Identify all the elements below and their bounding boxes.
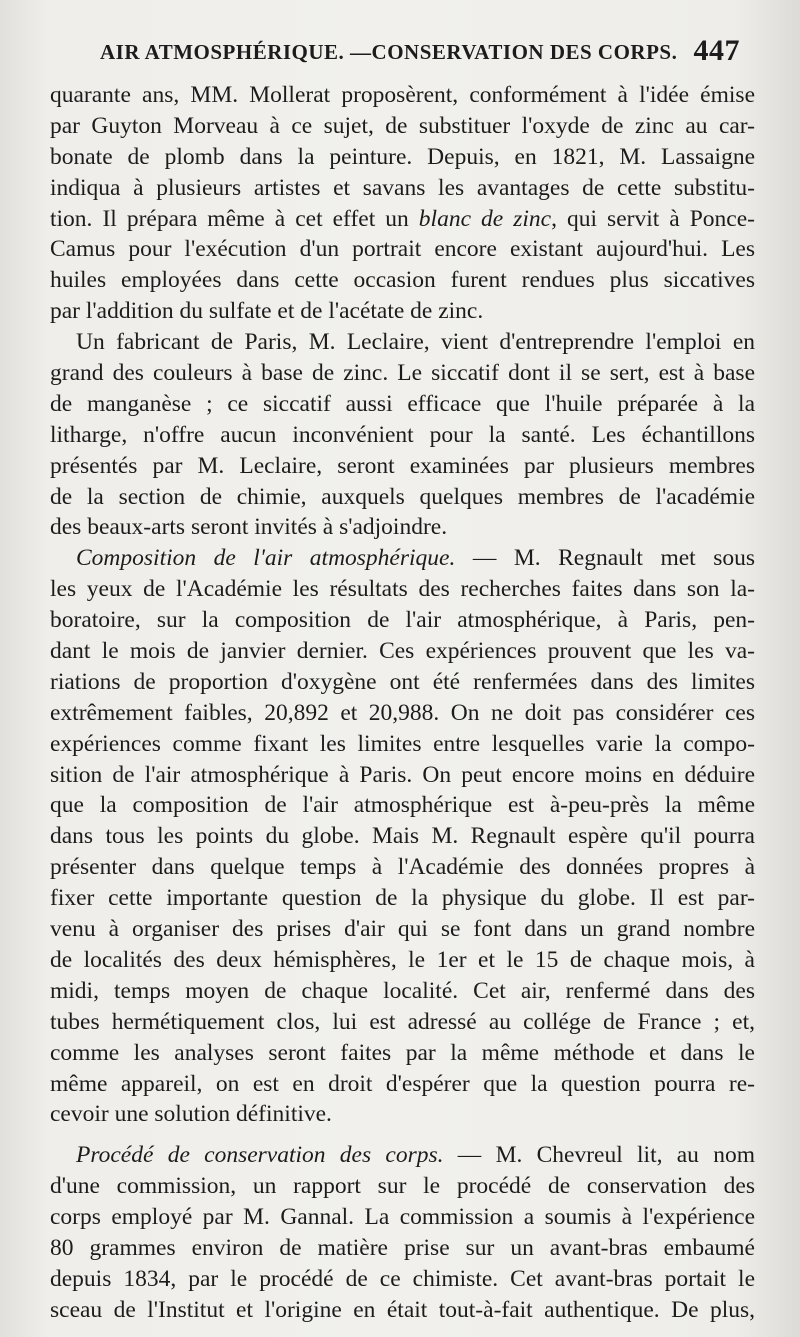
text-line [50,204,755,235]
page-number: 447 [693,34,740,67]
line-text: présentés par M. Leclaire, seront examinées par plusieurs membres [50,452,755,479]
text-line [50,1202,755,1233]
line-text: venu à organiser des prises d'air qui se font dans un grand nombre [50,916,755,943]
text-line [50,1295,755,1326]
line-text: par l'addition du sulfate et de l'acétate de zinc. [50,298,484,325]
line-text: tion. Il prépara même à cet effet un [50,205,419,232]
text-line [50,296,755,327]
line-text: présenter dans quelque temps à l'Académie des données propres à [50,854,755,881]
line-text: dant le mois de janvier dernier. Ces expériences prouvent que les va- [50,638,755,665]
running-title: AIR ATMOSPHÉRIQUE. —CONSERVATION DES CORPS. [100,40,678,64]
line-text: sition de l'air atmosphérique à Paris. On peut encore moins en déduire [50,761,755,788]
text-line [50,605,755,636]
text-line [50,698,755,729]
text-line [50,265,755,296]
italic-heading: Composition de l'air atmosphérique. [76,545,456,572]
text-line [50,173,755,204]
text-line [50,636,755,667]
text-line [50,852,755,883]
line-text: dans tous les points du globe. Mais M. Regnault espère qu'il pourra [50,823,755,850]
line-text: même appareil, on est en droit d'espérer que la question pourra re- [50,1070,755,1097]
text-line [50,760,755,791]
line-text: cevoir une solution définitive. [50,1101,332,1128]
body-text [50,80,755,1326]
line-text: quarante ans, MM. Mollerat proposèrent, conformément à l'idée émise [50,82,755,108]
text-line [50,1007,755,1038]
line-text: depuis 1834, par le procédé de ce chimiste. Cet avant-bras portait le [50,1265,755,1292]
line-text: corps employé par M. Gannal. La commission a soumis à l'expérience [50,1204,755,1231]
line-text: par Guyton Morveau à ce sujet, de substituer l'oxyde de zinc au car- [50,112,755,139]
text-line [50,821,755,852]
text-line [50,543,755,574]
line-text: huiles employées dans cette occasion furent rendues plus siccatives [50,267,755,294]
line-text: comme les analyses seront faites par la même méthode et dans le [50,1039,755,1066]
text-line [50,482,755,513]
line-text: d'une commission, un rapport sur le procédé de conservation des [50,1173,755,1200]
line-text: indiqua à plusieurs artistes et savans les avantages de cette substitu- [50,174,755,201]
line-text: — M. Regnault met sous [455,545,755,572]
line-text: grand des couleurs à base de zinc. Le siccatif dont il se sert, est à base [50,360,755,387]
line-text: que la composition de l'air atmosphérique est à-peu-près la même [50,792,755,819]
text-line [50,729,755,760]
text-line [50,1264,755,1295]
text-line [50,945,755,976]
line-text: Un fabricant de Paris, M. Leclaire, vient d'entreprendre l'emploi en [76,329,755,356]
text-line [50,420,755,451]
text-line [50,142,755,173]
text-line [50,1140,755,1171]
text-line [50,1038,755,1069]
italic-heading: blanc de zinc [418,205,552,232]
line-text: des beaux-arts seront invités à s'adjoindre. [50,514,448,541]
line-text: de manganèse ; ce siccatif aussi efficace que l'huile préparée à la [50,390,755,417]
text-line [50,790,755,821]
line-text: tubes hermétiquement clos, lui est adressé au collége de France ; et, [50,1008,755,1035]
line-text: Camus pour l'exécution d'un portrait encore existant aujourd'hui. Les [50,236,755,263]
line-text: les yeux de l'Académie les résultats des recherches faites dans son la- [50,576,755,603]
text-line [50,914,755,945]
text-line [50,451,755,482]
line-text: expériences comme fixant les limites entre lesquelles varie la compo- [50,730,755,757]
text-line [50,327,755,358]
line-text: boratoire, sur la composition de l'air atmosphérique, à Paris, pen- [50,607,755,634]
text-line [50,1233,755,1264]
line-text: extrêmement faibles, 20,892 et 20,988. On ne doit pas considérer ces [50,699,755,726]
line-text: bonate de plomb dans la peinture. Depuis, en 1821, M. Lassaigne [50,143,755,170]
line-text: 80 grammes environ de matière prise sur un avant-bras embaumé [50,1234,755,1261]
line-text: de localités des deux hémisphères, le 1er et le 15 de chaque mois, à [50,946,755,973]
text-line [50,883,755,914]
running-header [100,34,740,74]
line-text: , qui servit à Ponce- [551,205,755,232]
line-text: de la section de chimie, auxquels quelques membres de l'académie [50,483,755,510]
text-line [50,512,755,543]
italic-heading: Procédé de conservation des corps. [76,1142,444,1169]
text-line [50,80,755,111]
text-line [50,234,755,265]
line-text: — M. Chevreul lit, au nom [443,1142,755,1169]
text-line [50,111,755,142]
text-line [50,358,755,389]
text-line [50,667,755,698]
line-text: sceau de l'Institut et l'origine en était tout-à-fait authentique. De plus, [50,1296,755,1323]
text-line [50,1069,755,1100]
text-line [50,574,755,605]
line-text: midi, temps moyen de chaque localité. Cet air, renfermé dans des [50,977,755,1004]
text-line [50,1171,755,1202]
text-line [50,1099,755,1130]
text-line [50,976,755,1007]
line-text: litharge, n'offre aucun inconvénient pour la santé. Les échantillons [50,421,755,448]
line-text: riations de proportion d'oxygène ont été renfermées dans des limites [50,668,755,695]
line-text: fixer cette importante question de la physique du globe. Il est par- [50,885,755,912]
text-line [50,389,755,420]
